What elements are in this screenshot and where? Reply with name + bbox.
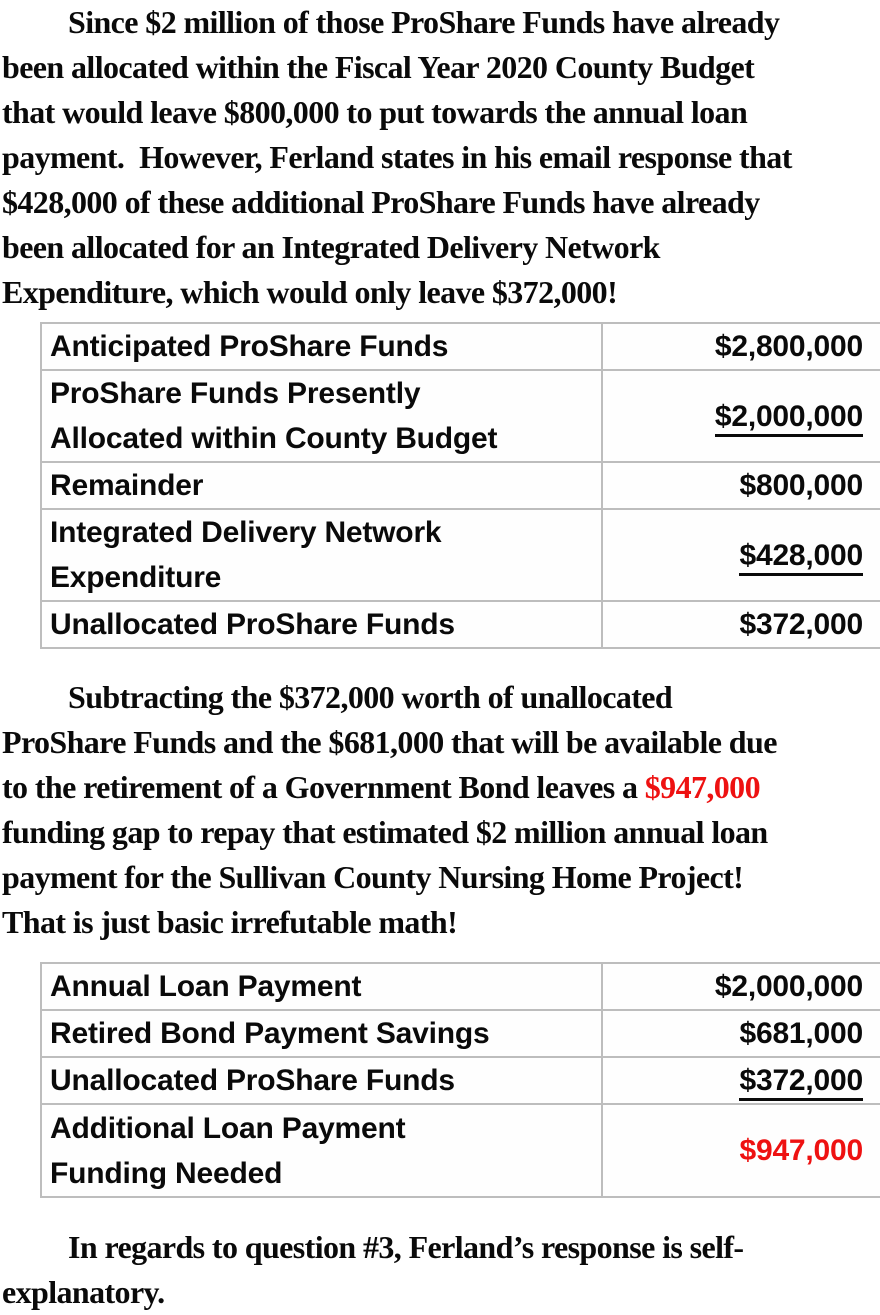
table-row [41, 601, 880, 648]
text-line: that would leave $800,000 to put towards the annual loan [2, 94, 748, 130]
row-label: Retired Bond Payment Savings [41, 1010, 602, 1057]
text-line: In regards to question #3, Ferland’s response is self- [68, 1229, 744, 1265]
text-line: payment for the Sullivan County Nursing Home Project! [2, 859, 744, 895]
paragraph-question-3 [0, 1225, 880, 1315]
table-row [41, 370, 880, 462]
row-value: $681,000 [602, 1010, 880, 1057]
row-value: $2,800,000 [602, 323, 880, 370]
row-value: $428,000 [602, 509, 880, 601]
table-row [41, 963, 880, 1010]
table-row [41, 509, 880, 601]
row-value: $2,000,000 [602, 370, 880, 462]
text-line: to the retirement of a Government Bond leaves a $947,000 [2, 769, 760, 805]
text-line: explanatory. [2, 1274, 165, 1310]
text-line: Since $2 million of those ProShare Funds have already [68, 4, 780, 40]
text-line: payment. However, Ferland states in his email response that [2, 139, 792, 175]
row-label: Integrated Delivery Network Expenditure [41, 509, 602, 601]
text-line: That is just basic irrefutable math! [2, 904, 458, 940]
table-row [41, 462, 880, 509]
table-row [41, 323, 880, 370]
row-value: $800,000 [602, 462, 880, 509]
row-value: $947,000 [602, 1104, 880, 1197]
table-loan-funding [40, 962, 880, 1198]
row-value: $372,000 [602, 1057, 880, 1104]
paragraph-funding-gap [0, 675, 880, 945]
row-label: ProShare Funds Presently Allocated within County Budget [41, 370, 602, 462]
row-label: Unallocated ProShare Funds [41, 601, 602, 648]
table-row [41, 1104, 880, 1197]
row-label: Unallocated ProShare Funds [41, 1057, 602, 1104]
table-proshare-funds [40, 322, 880, 649]
text-line: Expenditure, which would only leave $372,000! [2, 274, 618, 310]
text-line: been allocated within the Fiscal Year 2020 County Budget [2, 49, 755, 85]
row-label: Annual Loan Payment [41, 963, 602, 1010]
table-row [41, 1057, 880, 1104]
row-value: $2,000,000 [602, 963, 880, 1010]
text-line: funding gap to repay that estimated $2 million annual loan [2, 814, 768, 850]
table-row [41, 1010, 880, 1057]
text-line: ProShare Funds and the $681,000 that will be available due [2, 724, 777, 760]
text-line: Subtracting the $372,000 worth of unallocated [68, 679, 673, 715]
paragraph-proshare-allocation [0, 0, 880, 315]
text-line: been allocated for an Integrated Delivery Network [2, 229, 660, 265]
row-label: Anticipated ProShare Funds [41, 323, 602, 370]
row-label: Additional Loan Payment Funding Needed [41, 1104, 602, 1197]
row-label: Remainder [41, 462, 602, 509]
text-line: $428,000 of these additional ProShare Funds have already [2, 184, 760, 220]
highlighted-amount: $947,000 [644, 769, 760, 805]
row-value: $372,000 [602, 601, 880, 648]
